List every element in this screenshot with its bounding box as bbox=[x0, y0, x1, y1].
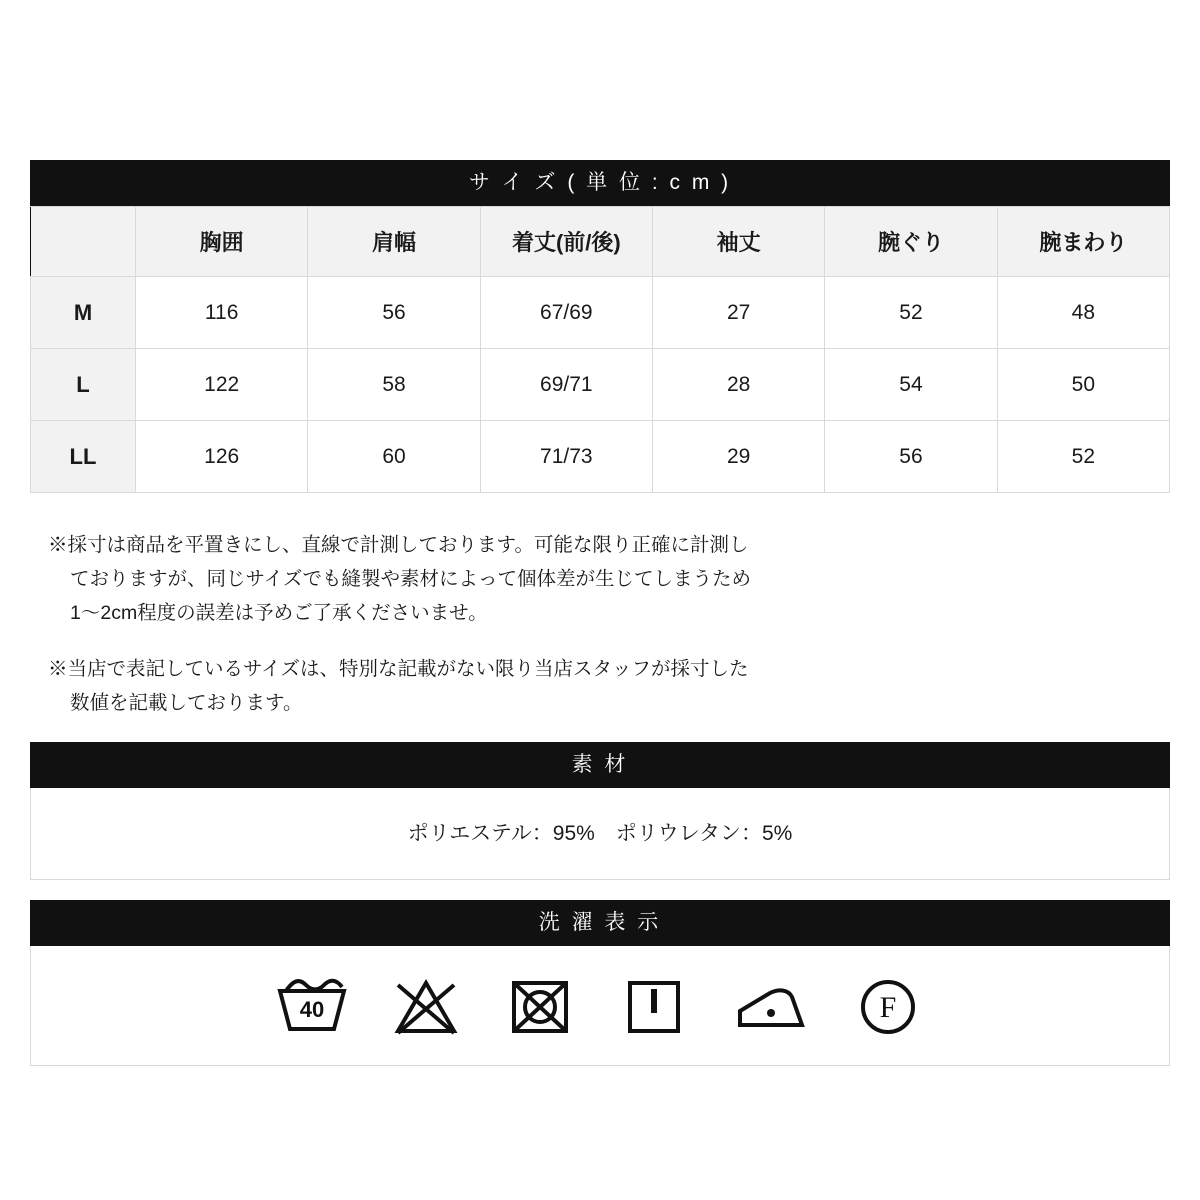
cell-l-armcircumference: 50 bbox=[997, 349, 1169, 421]
cell-m-armhole: 52 bbox=[825, 277, 997, 349]
drip-dry-line-icon bbox=[616, 971, 692, 1041]
size-section-title: サ イ ズ ( 単 位 : c m ) bbox=[30, 160, 1170, 206]
no-bleach-icon bbox=[388, 971, 464, 1041]
column-header-armcircumference: 腕まわり bbox=[997, 207, 1169, 277]
note-line: ておりますが、同じサイズでも縫製や素材によって個体差が生じてしまうため bbox=[70, 568, 751, 590]
cell-ll-armhole: 56 bbox=[825, 421, 997, 493]
cell-m-shoulder: 56 bbox=[308, 277, 480, 349]
no-tumble-dry-icon bbox=[502, 971, 578, 1041]
column-header-length: 着丈(前/後) bbox=[480, 207, 652, 277]
wash-temperature-label: 40 bbox=[299, 996, 325, 1022]
material-section-title: 素 材 bbox=[30, 742, 1170, 788]
table-header-row bbox=[31, 207, 1170, 277]
cell-m-armcircumference: 48 bbox=[997, 277, 1169, 349]
row-label-l: L bbox=[31, 349, 136, 421]
note-line: 数値を記載しております。 bbox=[70, 692, 303, 714]
note-paragraph-2 bbox=[48, 652, 1148, 720]
cell-ll-armcircumference: 52 bbox=[997, 421, 1169, 493]
material-composition-text: ポリエステル：95% ポリウレタン：5% bbox=[30, 788, 1170, 880]
wash-care-section bbox=[30, 900, 1170, 1066]
cell-l-length: 69/71 bbox=[480, 349, 652, 421]
note-paragraph-1 bbox=[48, 528, 1148, 630]
cell-m-sleeve: 27 bbox=[652, 277, 824, 349]
material-section bbox=[30, 742, 1170, 880]
iron-low-icon bbox=[730, 971, 812, 1041]
column-header-shoulder: 肩幅 bbox=[308, 207, 480, 277]
row-label-m: M bbox=[31, 277, 136, 349]
wash-icon-row bbox=[30, 946, 1170, 1066]
table-row bbox=[31, 421, 1170, 493]
cell-ll-shoulder: 60 bbox=[308, 421, 480, 493]
column-header-armhole: 腕ぐり bbox=[825, 207, 997, 277]
column-header-blank bbox=[31, 207, 136, 277]
cell-m-bust: 116 bbox=[136, 277, 308, 349]
cell-ll-bust: 126 bbox=[136, 421, 308, 493]
note-line: ※採寸は商品を平置きにし、直線で計測しております。可能な限り正確に計測し bbox=[48, 534, 749, 556]
note-line: 1〜2cm程度の誤差は予めご了承くださいませ。 bbox=[70, 602, 488, 624]
cell-ll-length: 71/73 bbox=[480, 421, 652, 493]
measurement-notes bbox=[48, 528, 1148, 742]
cell-m-length: 67/69 bbox=[480, 277, 652, 349]
cell-ll-sleeve: 29 bbox=[652, 421, 824, 493]
cell-l-sleeve: 28 bbox=[652, 349, 824, 421]
size-table bbox=[30, 206, 1170, 493]
note-line: ※当店で表記しているサイズは、特別な記載がない限り当店スタッフが採寸した bbox=[48, 658, 749, 680]
table-row bbox=[31, 349, 1170, 421]
dry-clean-f-icon bbox=[850, 971, 926, 1041]
row-label-ll: LL bbox=[31, 421, 136, 493]
cell-l-bust: 122 bbox=[136, 349, 308, 421]
cell-l-shoulder: 58 bbox=[308, 349, 480, 421]
wash-40-icon bbox=[274, 971, 350, 1041]
column-header-bust: 胸囲 bbox=[136, 207, 308, 277]
size-section bbox=[30, 160, 1170, 493]
column-header-sleeve: 袖丈 bbox=[652, 207, 824, 277]
dry-clean-label: F bbox=[879, 990, 897, 1024]
cell-l-armhole: 54 bbox=[825, 349, 997, 421]
wash-section-title: 洗 濯 表 示 bbox=[30, 900, 1170, 946]
table-row bbox=[31, 277, 1170, 349]
